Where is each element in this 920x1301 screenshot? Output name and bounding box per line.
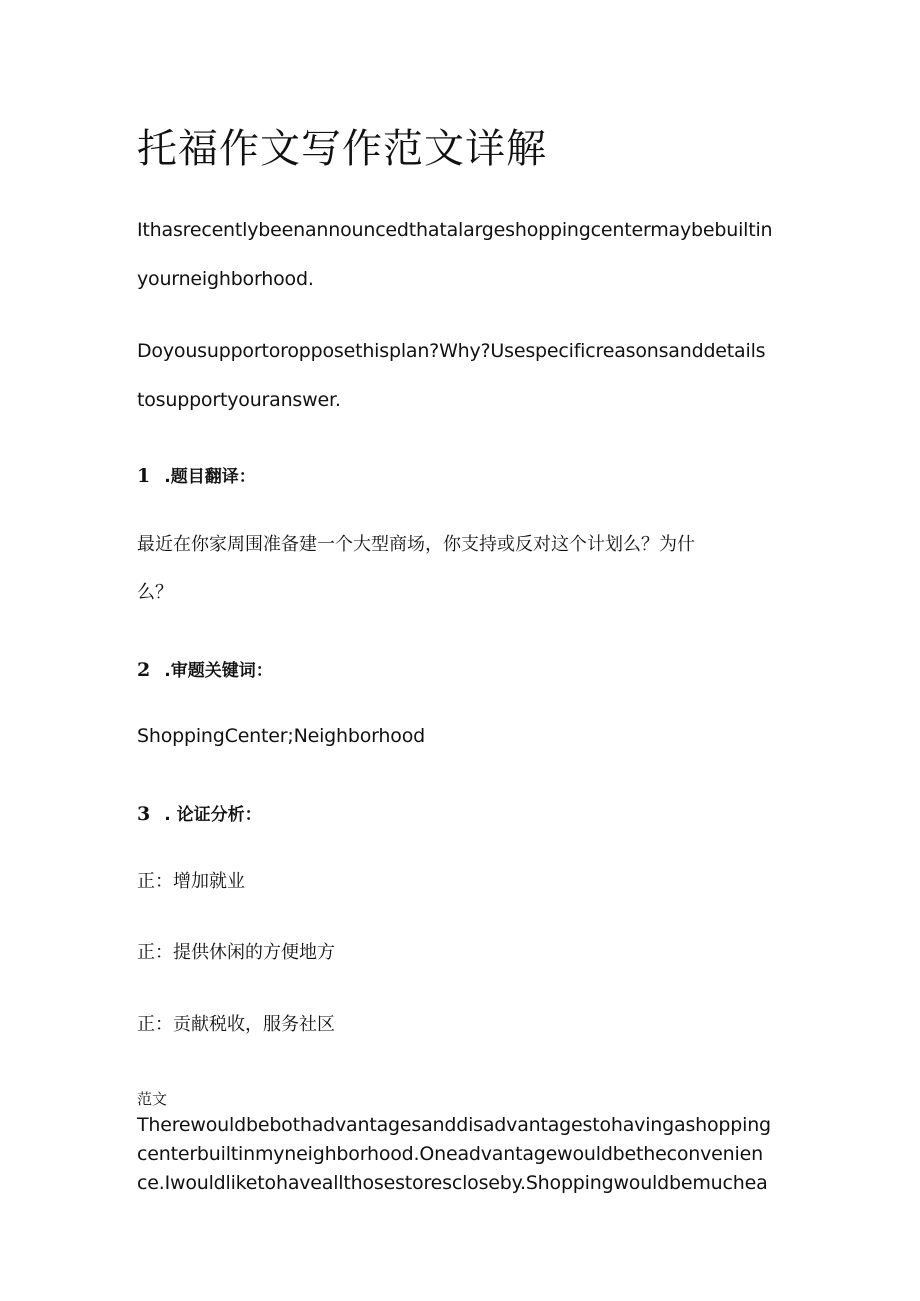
- section-label: .题目翻译：: [164, 467, 256, 487]
- section-number: 2: [137, 659, 151, 681]
- prompt-line-3: Doyousupportoropposethisplan?Why?Usespecificreasonsanddetails: [137, 340, 766, 362]
- essay-line: Therewouldbebothadvantagesanddisadvantagestohavingashopping: [137, 1114, 771, 1136]
- essay-body: [137, 1111, 787, 1198]
- translation-line-1: 最近在你家周围准备建一个大型商场，你支持或反对这个计划么？为什: [137, 534, 695, 555]
- section-label: .审题关键词：: [164, 661, 273, 681]
- section-heading-analysis: [137, 800, 262, 825]
- section-number: 3: [137, 803, 151, 825]
- analysis-point-3: 正：贡献税收，服务社区: [137, 1014, 335, 1035]
- section-heading-keywords: [137, 656, 273, 681]
- analysis-point-1: 正：增加就业: [137, 871, 245, 892]
- keywords-line: ShoppingCenter;Neighborhood: [137, 725, 425, 747]
- prompt-line-4: tosupportyouranswer.: [137, 389, 341, 411]
- essay-line: ce.Iwouldliketohaveallthosestorescloseby.Shoppingwouldbemuchea: [137, 1172, 768, 1194]
- prompt-line-1: Ithasrecentlybeenannouncedthatalargeshoppingcentermaybebuiltin: [137, 219, 773, 241]
- translation-line-2: 么？: [137, 582, 173, 603]
- essay-label: 范文: [137, 1090, 168, 1108]
- document-title: 托福作文写作范文详解: [137, 126, 547, 172]
- prompt-line-2: yourneighborhood.: [137, 268, 314, 290]
- section-label: . 论证分析：: [164, 805, 262, 825]
- analysis-point-2: 正：提供休闲的方便地方: [137, 942, 335, 963]
- section-number: 1: [137, 465, 151, 487]
- essay-line: centerbuiltinmyneighborhood.Oneadvantagewouldbetheconvenien: [137, 1143, 763, 1165]
- section-heading-translation: [137, 462, 256, 487]
